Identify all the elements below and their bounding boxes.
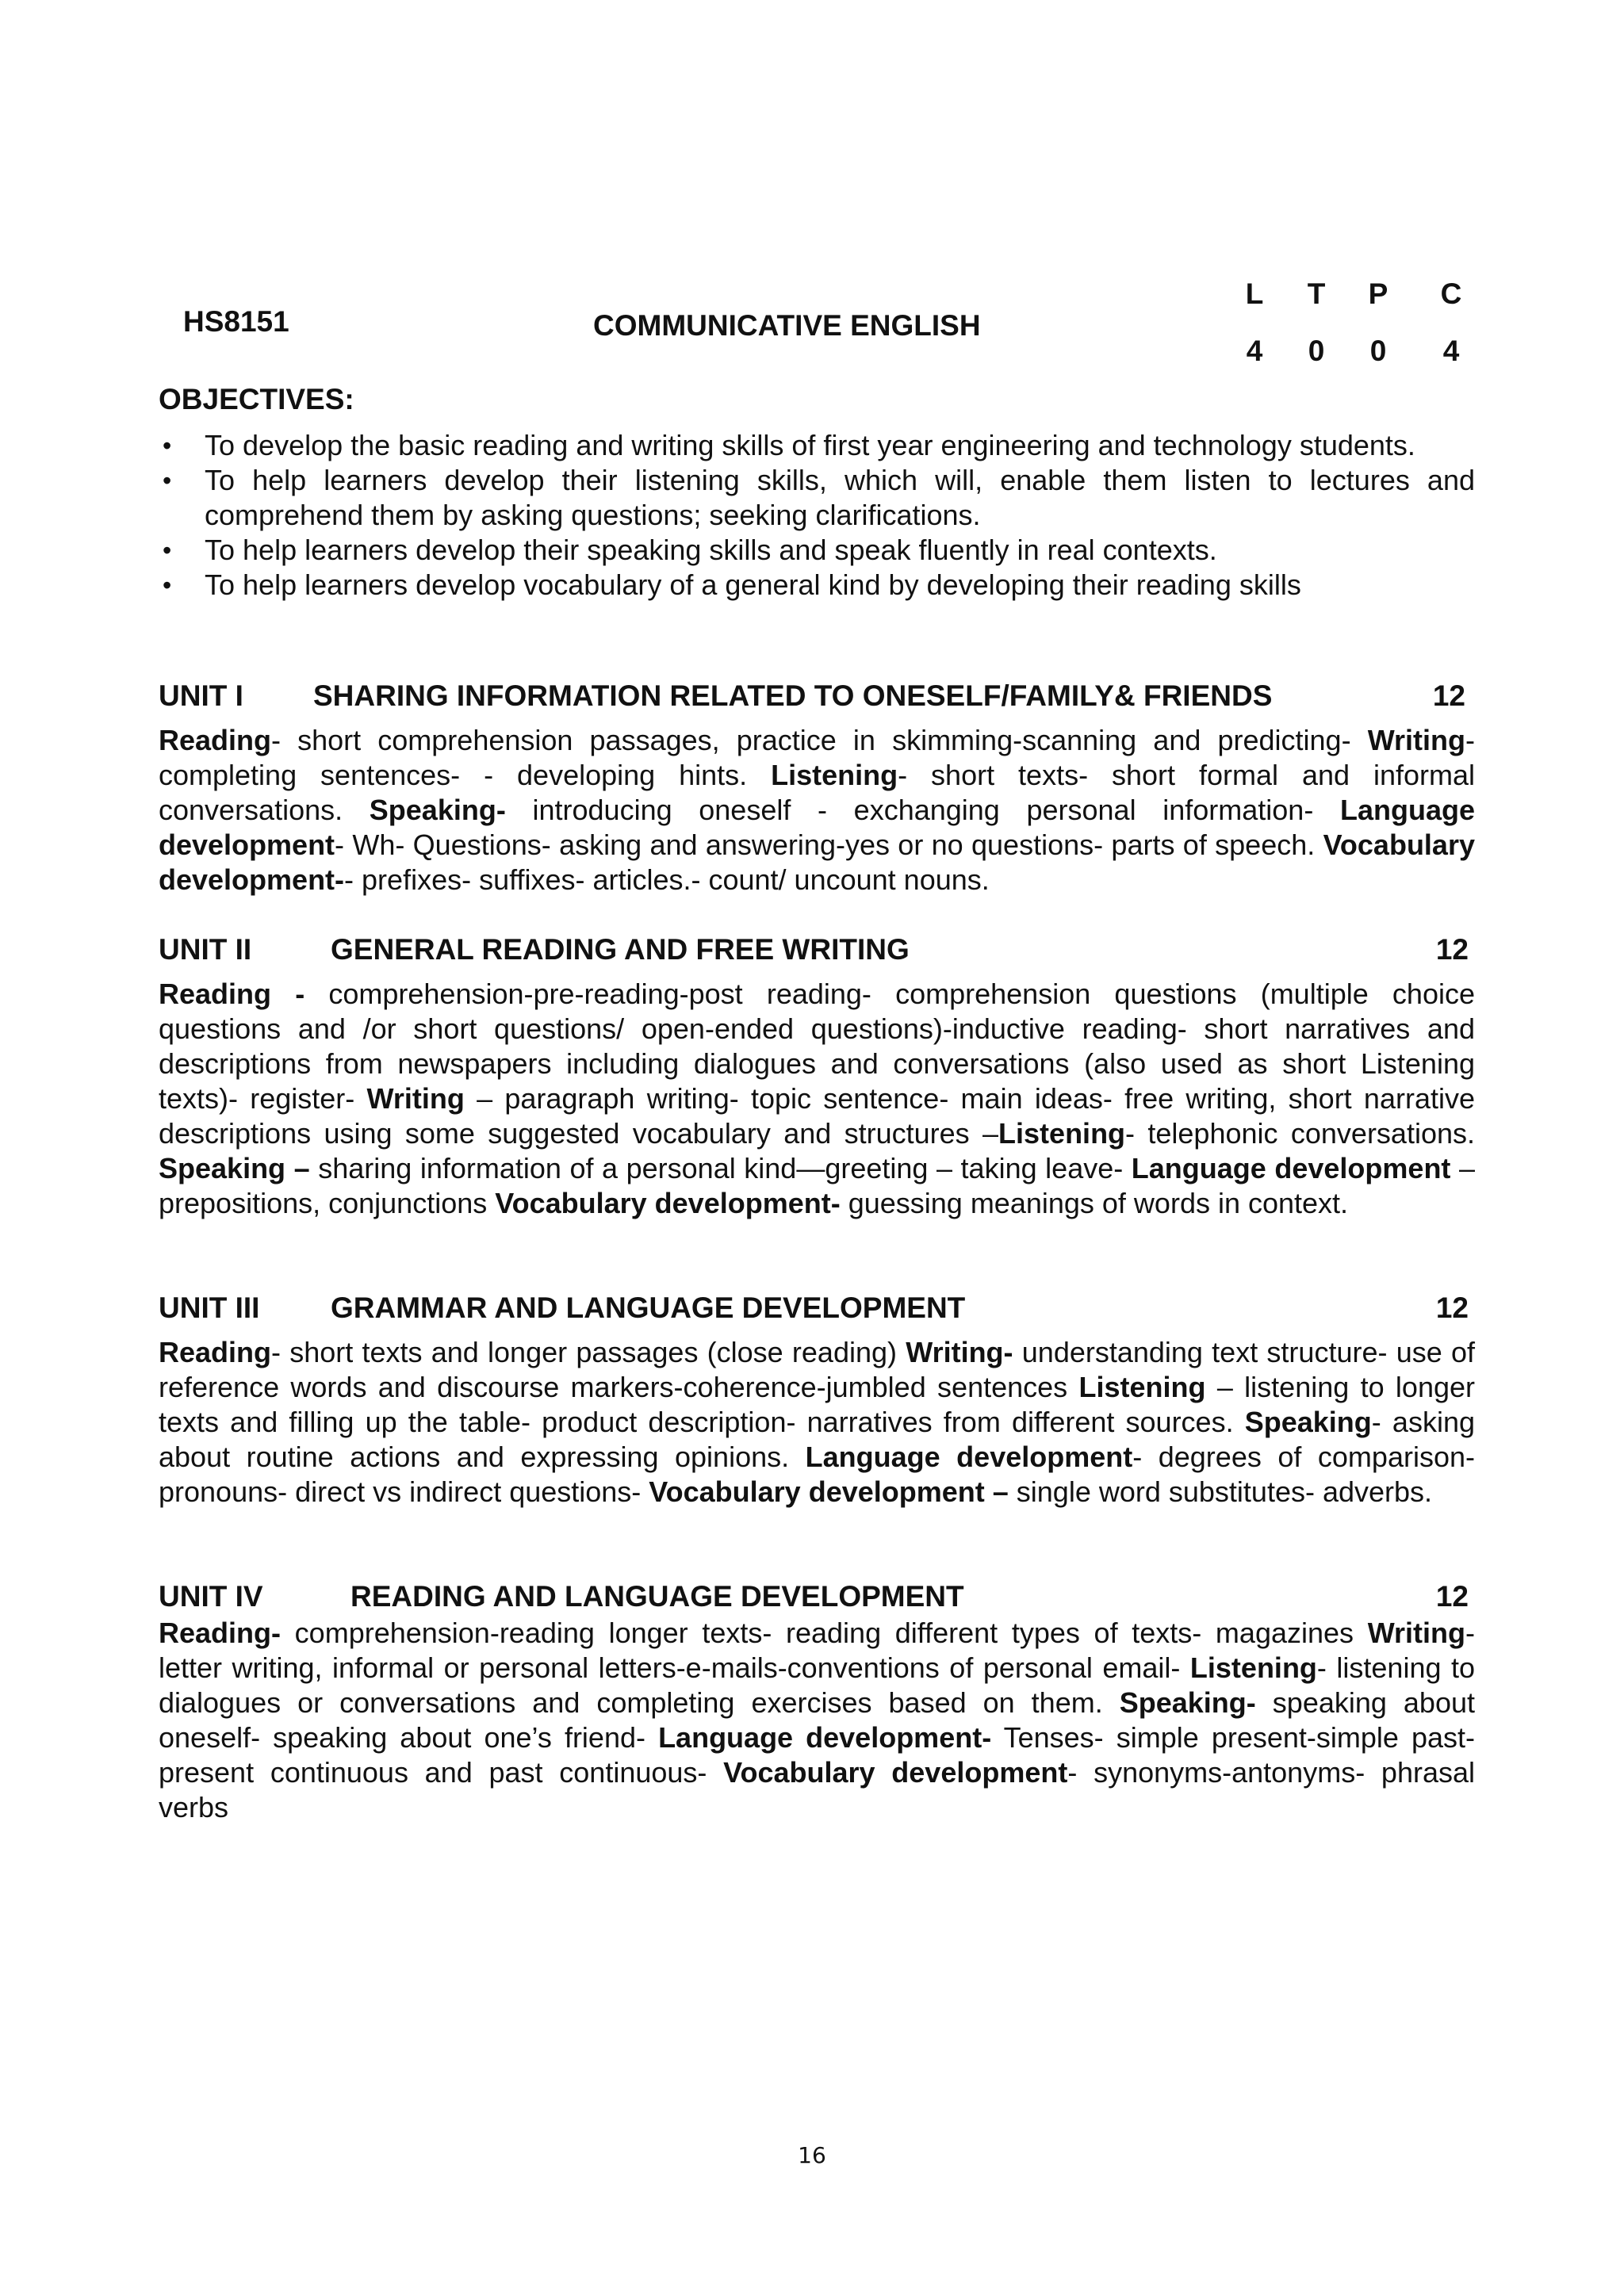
ltpc-value-t: 0 — [1308, 335, 1325, 367]
ltpc-label-c: C — [1440, 277, 1462, 310]
unit-heading-1 — [159, 679, 1475, 714]
objective-text: To help learners develop vocabulary of a general kind by developing their reading skills — [205, 568, 1301, 601]
bullet-icon: • — [163, 466, 172, 495]
body-segment: Speaking — [1244, 1406, 1372, 1438]
body-segment: - telephonic conversations. — [1125, 1117, 1475, 1150]
ltpc-value-p: 0 — [1369, 335, 1387, 367]
unit-heading-3 — [159, 1291, 1475, 1326]
ltpc-label-p: P — [1368, 277, 1388, 310]
body-segment: - synonyms-antonyms- phrasal verbs — [159, 1756, 1475, 1823]
course-code: HS8151 — [183, 305, 289, 338]
unit-title: GRAMMAR AND LANGUAGE DEVELOPMENT — [331, 1292, 966, 1324]
body-segment: Vocabulary development — [723, 1756, 1068, 1789]
body-segment: Writing- — [906, 1336, 1013, 1368]
bullet-icon: • — [163, 536, 172, 564]
body-segment: Vocabulary development – — [649, 1475, 1009, 1508]
unit-heading-4 — [159, 1579, 1475, 1614]
unit-number: UNIT I — [159, 679, 243, 712]
unit-body-1 — [159, 723, 1475, 897]
course-title: COMMUNICATIVE ENGLISH — [593, 309, 981, 342]
unit-body-2 — [159, 977, 1475, 1221]
objective-text: To help learners develop their listening skills, which will, enable them listen to lectures and comprehend them by asking questions; seeking clarifications. — [205, 464, 1475, 531]
body-segment: Tenses- simple present-simple past- present continuous and past continuous- — [159, 1721, 1476, 1789]
unit-number: UNIT III — [159, 1292, 260, 1324]
unit-heading-2 — [159, 932, 1475, 967]
unit-hours: 12 — [1435, 933, 1469, 966]
body-segment: guessing meanings of words in context. — [840, 1187, 1349, 1219]
objective-item — [159, 428, 1475, 463]
unit-title: SHARING INFORMATION RELATED TO ONESELF/FAMILY& FRIENDS — [313, 679, 1273, 712]
objective-item — [159, 463, 1475, 533]
unit-body-3 — [159, 1335, 1475, 1510]
body-segment: introducing oneself - exchanging personal information- — [505, 794, 1340, 826]
body-segment: single word substitutes- adverbs. — [1008, 1475, 1433, 1508]
unit-hours: 12 — [1435, 1580, 1469, 1613]
body-segment: - short comprehension passages, practice in skimming-scanning and predicting- — [271, 724, 1368, 756]
ltpc-label-t: T — [1307, 277, 1326, 310]
bullet-icon: • — [163, 571, 172, 599]
unit-number: UNIT II — [159, 933, 252, 966]
body-segment: Writing — [366, 1082, 465, 1115]
body-segment: Speaking- — [1119, 1686, 1256, 1719]
body-segment: – paragraph writing- topic sentence- main ideas- free writing, short narrative descriptions using some suggested vocabulary and structures – — [159, 1082, 1475, 1150]
body-segment: Vocabulary development- — [159, 828, 1475, 896]
body-segment: Vocabulary development- — [495, 1187, 841, 1219]
body-segment: Speaking- — [369, 794, 506, 826]
unit-hours: 12 — [1432, 679, 1465, 712]
body-segment: - asking about routine actions and expressing opinions. — [159, 1406, 1475, 1473]
body-segment: speaking about oneself- speaking about one’s friend- — [159, 1686, 1475, 1754]
body-segment: Reading — [159, 1336, 272, 1368]
body-segment: Writing — [1367, 724, 1465, 756]
ltpc-value-l: 4 — [1246, 335, 1263, 367]
body-segment: Listening — [1189, 1651, 1317, 1684]
unit-hours: 12 — [1435, 1292, 1469, 1324]
bullet-icon: • — [163, 431, 172, 460]
objective-item — [159, 568, 1475, 603]
objective-text: To develop the basic reading and writing skills of first year engineering and technology students. — [205, 429, 1415, 461]
body-segment: comprehension-pre-reading-post reading- comprehension questions (multiple choice questions and /or short questions/ open-ended questions)-inductive reading- short narratives and descriptions from newspapers including dialogues and conversations (also used as short Listening texts)- register- — [159, 978, 1475, 1115]
unit-body-4 — [159, 1616, 1475, 1825]
unit-title: READING AND LANGUAGE DEVELOPMENT — [350, 1580, 964, 1613]
body-segment: - degrees of comparison- pronouns- direct vs indirect questions- — [159, 1441, 1475, 1508]
body-segment: - prefixes- suffixes- articles.- count/ uncount nouns. — [344, 863, 990, 896]
body-segment: Listening — [998, 1117, 1126, 1150]
body-segment: sharing information of a personal kind—greeting – taking leave- — [309, 1152, 1132, 1184]
body-segment: understanding text structure- use of reference words and discourse markers-coherence-jumbled sentences — [159, 1336, 1475, 1403]
body-segment: - Wh- Questions- asking and answering-yes or no questions- parts of speech. — [335, 828, 1323, 861]
body-segment: Language development — [1131, 1152, 1451, 1184]
objective-item — [159, 533, 1475, 568]
body-segment: Language development — [159, 794, 1475, 861]
body-segment: - short texts- short formal and informal conversations. — [159, 759, 1476, 826]
objectives-list — [159, 428, 1475, 603]
objective-text: To help learners develop their speaking skills and speak fluently in real contexts. — [205, 534, 1217, 566]
body-segment: - completing sentences- - developing hints. — [159, 724, 1475, 791]
body-segment: Language development — [805, 1441, 1133, 1473]
body-segment: - letter writing, informal or personal letters-e-mails-conventions of personal email- — [159, 1617, 1475, 1684]
body-segment: – prepositions, conjunctions — [159, 1152, 1476, 1219]
body-segment: - short texts and longer passages (close reading) — [271, 1336, 906, 1368]
ltpc-value-c: 4 — [1442, 335, 1460, 367]
page-number: 16 — [798, 2142, 826, 2168]
body-segment: Listening — [1078, 1371, 1206, 1403]
body-segment: Reading- — [159, 1617, 282, 1649]
body-segment: Language development- — [658, 1721, 992, 1754]
body-segment: Listening — [771, 759, 898, 791]
body-segment: Reading — [159, 724, 272, 756]
body-segment: Reading - — [159, 978, 305, 1010]
body-segment: Speaking – — [159, 1152, 310, 1184]
unit-number: UNIT IV — [159, 1580, 263, 1613]
ltpc-label-l: L — [1245, 277, 1264, 310]
objectives-heading: OBJECTIVES: — [159, 383, 354, 415]
body-segment: – listening to longer texts and filling up the table- product description- narratives from different sources. — [159, 1371, 1476, 1438]
body-segment: Writing — [1367, 1617, 1465, 1649]
unit-title: GENERAL READING AND FREE WRITING — [331, 933, 910, 966]
body-segment: comprehension-reading longer texts- reading different types of texts- magazines — [281, 1617, 1368, 1649]
body-segment: - listening to dialogues or conversations and completing exercises based on them. — [159, 1651, 1475, 1719]
